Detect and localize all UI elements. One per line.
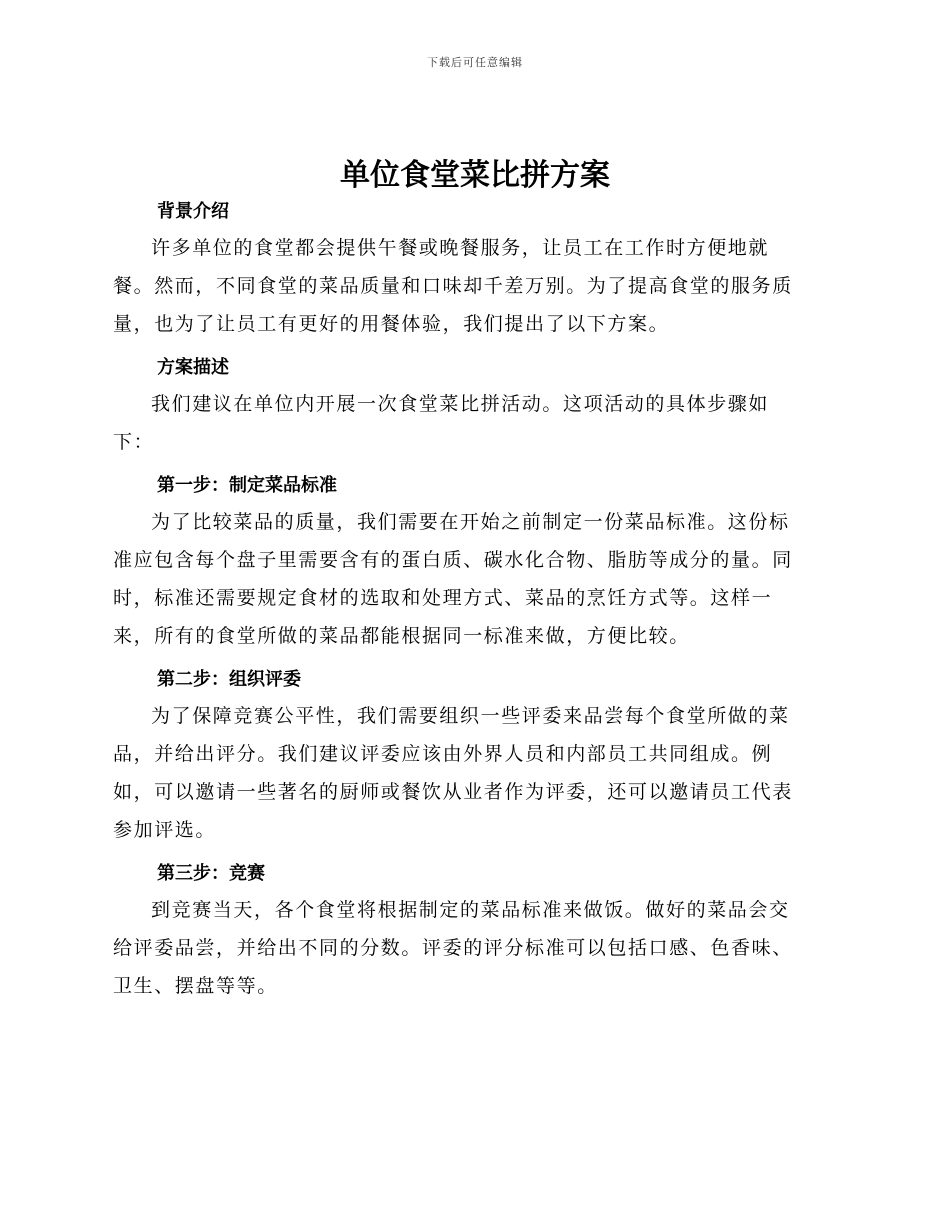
section-heading: 第一步：制定菜品标准 <box>157 475 337 496</box>
section-paragraph: 为了保障竞赛公平性，我们需要组织一些评委来品尝每个食堂所做的菜 品，并给出评分。我们建议评委应该由外界人员和内部员工共同组成。例 如，可以邀请一些著名的厨师或餐饮从业者作为评委，还可以邀请员工代表 参加评选。 <box>113 705 793 841</box>
section-paragraph: 许多单位的食堂都会提供午餐或晚餐服务，让员工在工作时方便地就 餐。然而，不同食堂的菜品质量和口味却千差万别。为了提高食堂的服务质 量，也为了让员工有更好的用餐体验，我们提出了以下方案。 <box>113 237 793 335</box>
section-plan-description <box>113 351 831 461</box>
section-heading: 第二步：组织评委 <box>157 669 301 690</box>
section-heading: 背景介绍 <box>157 201 229 222</box>
section-paragraph: 我们建议在单位内开展一次食堂菜比拼活动。这项活动的具体步骤如 下： <box>113 393 770 453</box>
section-background <box>113 195 831 343</box>
header-note: 下载后可任意编辑 <box>427 56 523 69</box>
section-step-one <box>113 469 831 655</box>
section-paragraph: 为了比较菜品的质量，我们需要在开始之前制定一份菜品标准。这份标 准应包含每个盘子里需要含有的蛋白质、碳水化合物、脂肪等成分的量。同 时，标准还需要规定食材的选取和处理方式、菜品的烹饪方式等。这样一 来，所有的食堂所做的菜品都能根据同一标准来做，方便比较。 <box>113 511 793 647</box>
section-step-three <box>113 857 831 1005</box>
document-body <box>113 195 831 1013</box>
section-heading: 第三步：竞赛 <box>157 863 265 884</box>
section-step-two <box>113 663 831 849</box>
section-paragraph: 到竞赛当天，各个食堂将根据制定的菜品标准来做饭。做好的菜品会交 给评委品尝，并给出不同的分数。评委的评分标准可以包括口感、色香味、 卫生、摆盘等等。 <box>113 899 793 997</box>
document-title: 单位食堂菜比拼方案 <box>340 158 610 193</box>
section-heading: 方案描述 <box>157 357 229 378</box>
